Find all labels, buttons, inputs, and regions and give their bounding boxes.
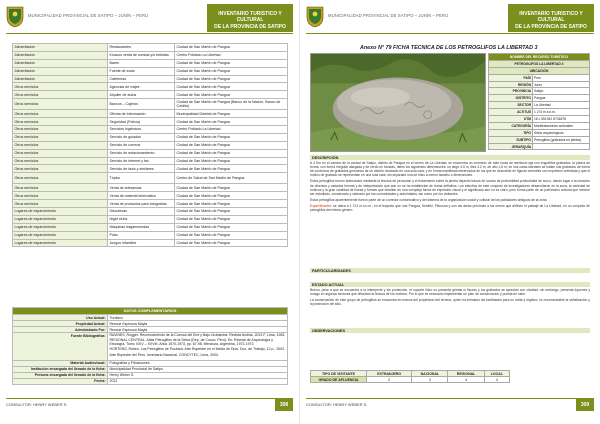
page-header [306, 4, 594, 34]
service-cell: Servicio de guiados [108, 133, 175, 141]
service-type-cell: Alimentación [13, 67, 108, 75]
field-value: Municipalidad Provincial de Satipo [108, 366, 288, 372]
service-type-cell: Otros servicios [13, 110, 108, 118]
table-row [13, 165, 288, 173]
field-key: UTM [489, 116, 533, 123]
visitor-col: REGIONAL [448, 371, 484, 377]
service-type-cell: Otros servicios [13, 200, 108, 208]
service-cell: Máquinas tragamonedas [108, 223, 175, 231]
field-key: Material Audiovisual: [13, 360, 108, 366]
field-value: 18 L 551942 8734878 [533, 116, 590, 123]
field-value: Turístico [108, 315, 288, 321]
table-row [13, 59, 288, 67]
location-cell: Ciudad de San Martín de Pangoa [175, 200, 288, 208]
visitor-col: EXTRANJERO [367, 371, 412, 377]
inventory-title-line1: INVENTARIO TURISTICO Y CULTURAL [519, 11, 583, 24]
location-header: UBICACIÓN [489, 67, 590, 74]
service-type-cell: Alimentación [13, 44, 108, 52]
service-type-cell: Lugares de esparcimiento [13, 215, 108, 223]
field-value: Henry Weber S. [108, 372, 288, 378]
table-row [13, 51, 288, 59]
inventory-title-box [508, 4, 594, 32]
service-type-cell: Alimentación [13, 51, 108, 59]
table-row [13, 118, 288, 126]
service-cell: Oficina de Información [108, 110, 175, 118]
service-type-cell: Lugares de esparcimiento [13, 231, 108, 239]
table-row [13, 91, 288, 99]
footer-divider [6, 398, 293, 399]
table-row [13, 99, 288, 110]
field-value [533, 143, 590, 150]
service-cell: Juegos infantiles [108, 239, 175, 247]
bibliography [108, 333, 288, 361]
field-value: 2012 [108, 378, 288, 384]
table-row [13, 44, 288, 52]
field-value: 1 274 m.s.n.m. [533, 109, 590, 116]
header-divider [306, 33, 594, 34]
service-type-cell: Lugares de esparcimiento [13, 223, 108, 231]
table-row [13, 239, 288, 247]
field-key: Propiedad Actual: [13, 321, 108, 327]
page-number: 309 [576, 399, 594, 411]
table-row [489, 136, 590, 143]
visitor-col: LOCAL [484, 371, 509, 377]
service-cell: Servicio de correos [108, 141, 175, 149]
location-cell: Ciudad de San Martín de Pangoa [175, 141, 288, 149]
location-cell: Ciudad de San Martín de Pangoa [175, 208, 288, 216]
service-cell: Discotecas [108, 208, 175, 216]
description-text [310, 161, 590, 214]
field-key: Uso Actual: [13, 315, 108, 321]
location-cell: Ciudad de San Martín de Pangoa [175, 231, 288, 239]
table-row [489, 143, 590, 150]
service-type-cell: Otros servicios [13, 99, 108, 110]
field-key: ALTITUD [489, 109, 533, 116]
table-row [489, 95, 590, 102]
service-cell: Fuente de soda [108, 67, 175, 75]
paragraph: Estos petroglifos fueron elaborados mediante la técnica de percusión y el frotamiento sobre la piedra dejando trazos de surcos de profundidad profundidad de surco, dando lugar a la creación de diversos y variados formas y de interpretación que aún no se ha establecido de forma definitiva. Los estudios de este conjunto de investigadores desarrollaron en la zona, la variedad de motivos y la gran cantidad de líneas y formas que resultan en una compleja forma de expresión visual y el significado aún no es claro; pero forma parte de un patrimonio cultural que merece ser estudiado, conservado y valorado por las comunidades y autoridades, así como por los visitantes. [310, 179, 590, 196]
field-key: DISTRITO [489, 95, 533, 102]
service-type-cell: Alimentación [13, 75, 108, 83]
field-value: Fotografías y Filmaciones [108, 360, 288, 366]
field-value: Rescue Espinoza Mayta [108, 321, 288, 327]
bib-entry: REGIONAL CENTRAL. Atlas Petroglifos de la Selva (Dep. de Cusco, Perú). En: Revista de Arqueología y Etnología, Tomo XXIV – XXVIII, Años 1970-1973, pp. 67-98. Mendoza, Argentina, 1972-1973. [109, 338, 273, 346]
location-cell: Centro Poblado La Libertad [175, 51, 288, 59]
location-cell: Ciudad de San Martín de Pangoa [175, 215, 288, 223]
visitor-table [310, 370, 510, 383]
services-table [12, 43, 288, 247]
affluence-value: 4 [484, 377, 509, 383]
table-row [489, 102, 590, 109]
header-divider [6, 33, 293, 34]
table-row [13, 126, 288, 134]
service-type-cell: Otros servicios [13, 157, 108, 165]
bib-entry: Arte Rupestre del Perú. Inventario Nacional. CONCYTEC, Lima, 2003. [109, 352, 219, 357]
paragraph: Bueno, pese a que se encuentra a la intemperie y sin protección, el soporte lítico no presenta grietas ni fisuras y los grabados se aprecian con claridad; sin embargo, presenta líquenes y musgo en algunos sectores que dificultan la lectura de los motivos. Por lo que es necesario implementar un plan de conservación y puesta en valor. [310, 288, 590, 297]
service-type-cell: Otros servicios [13, 192, 108, 200]
location-cell: Ciudad de San Martín de Pangoa [175, 59, 288, 67]
bib-entry: HORTENS, Ruben. Los Petroglifos de Pucbara. Arte Rupestre en el Medio de Dios. Doc. de Trabajo, 12 p., 2002. [109, 347, 286, 352]
service-type-cell: Alimentación [13, 59, 108, 67]
service-type-cell: Otros servicios [13, 118, 108, 126]
page-footer [306, 398, 594, 412]
field-key: Fuente Bibliográfica: [13, 333, 108, 361]
location-cell: Ciudad de San Martín de Pangoa [175, 192, 288, 200]
field-value: Rescue Espinoza Mayta [108, 327, 288, 333]
table-row [13, 173, 288, 184]
field-key: JERARQUÍA [489, 143, 533, 150]
table-row [13, 378, 288, 384]
service-cell: Venta de productos para fotografías [108, 200, 175, 208]
service-cell: Venta de artesanías [108, 184, 175, 192]
page-number: 308 [275, 399, 293, 411]
location-cell: Ciudad de San Martín de Pangoa [175, 165, 288, 173]
service-cell: Night clubs [108, 215, 175, 223]
table-row [13, 208, 288, 216]
field-key: Institución encargada del llenado de la ficha: [13, 366, 108, 372]
particularities-heading: PARTICULARIDADES [310, 268, 590, 273]
table-row [13, 333, 288, 361]
service-type-cell: Otros servicios [13, 141, 108, 149]
resource-name-header: NOMBRE DEL RECURSO TURISTICO [489, 54, 590, 61]
table-row [13, 149, 288, 157]
service-cell: Alquiler de autos [108, 91, 175, 99]
table-row [13, 192, 288, 200]
table-row [13, 231, 288, 239]
service-cell: Servicio de taxis y similares [108, 165, 175, 173]
location-cell: Municipalidad Distrital de Pangoa [175, 110, 288, 118]
service-type-cell: Otros servicios [13, 126, 108, 134]
inventory-title-line2: DE LA PROVINCIA DE SATIPO [515, 23, 587, 30]
table-row [13, 157, 288, 165]
municipality-name: MUNICIPALIDAD PROVINCIAL DE SATIPO – JUNÍN – PERÚ [328, 13, 449, 18]
field-value: Pangoa [533, 95, 590, 102]
table-row [13, 75, 288, 83]
service-cell: Agencias de viajes [108, 83, 175, 91]
complementary-data-table [12, 307, 288, 385]
field-key: SUBTIPO [489, 136, 533, 143]
table-row [13, 215, 288, 223]
location-cell: Ciudad de San Martín de Pangoa [175, 149, 288, 157]
visitor-type-label: TIPO DE VISITANTE [311, 371, 367, 377]
table-row [13, 133, 288, 141]
field-key: SECTOR [489, 102, 533, 109]
location-cell: Ciudad de San Martín de Pangoa [175, 91, 288, 99]
field-key: Administrado Por: [13, 327, 108, 333]
field-key: PROVINCIA [489, 88, 533, 95]
table-row [13, 141, 288, 149]
municipality-logo-icon [306, 6, 324, 28]
field-key: PAÍS [489, 74, 533, 81]
affluence-label: GRADO DE AFLUENCIA [311, 377, 367, 383]
field-key: REGIÓN [489, 81, 533, 88]
location-cell: Ciudad de San Martín de Pangoa [175, 157, 288, 165]
service-type-cell: Otros servicios [13, 91, 108, 99]
field-key: Fecha: [13, 378, 108, 384]
specification-text: : se ubica a 1 274 m.s.n.m., en el trayecto que une Pangoa, Kimiriki, Pitocuna y con las áreas próximas a los cerros que definen el paisaje de La Libertad, en un conjunto de petroglifos del mismo género. [310, 203, 590, 212]
service-type-cell: Otros servicios [13, 133, 108, 141]
table-row [13, 184, 288, 192]
location-cell: Ciudad de San Martín de Pangoa [175, 44, 288, 52]
service-type-cell: Otros servicios [13, 173, 108, 184]
table-row [489, 88, 590, 95]
affluence-value: 2 [367, 377, 412, 383]
footer-divider [306, 398, 594, 399]
right-page [300, 0, 600, 424]
service-type-cell: Lugares de esparcimiento [13, 208, 108, 216]
resource-name: PETROGLIFOS LA LIBERTAD 3 [489, 60, 590, 67]
field-key: CATEGORÍA [489, 122, 533, 129]
field-value: Junín [533, 81, 590, 88]
service-type-cell: Otros servicios [13, 149, 108, 157]
field-key: TIPO [489, 129, 533, 136]
table-row [13, 83, 288, 91]
complementary-data-heading: DATOS COMPLEMENTARIOS [13, 308, 288, 315]
table-row [489, 129, 590, 136]
service-cell: Bancos – Cajeros [108, 99, 175, 110]
service-cell: Cafeterías [108, 75, 175, 83]
location-cell: Ciudad de San Martín de Pangoa [175, 118, 288, 126]
table-row [489, 122, 590, 129]
page-header [6, 4, 293, 34]
field-value: Manifestaciones culturales [533, 122, 590, 129]
municipality-logo-icon [6, 6, 24, 28]
observations-heading: OBSERVACIONES [310, 328, 590, 333]
service-cell: Servicio de estacionamiento [108, 149, 175, 157]
table-row [13, 110, 288, 118]
paragraph: Estos petroglifos aparentemente fueron parte de un corredor comunicativo y del sistema de la organización social y cultural de los pobladores antiguos de la zona. [310, 197, 548, 202]
annex-title: Anexo N° 79 FICHA TECNICA DE LOS PETROGLIFOS LA LIBERTAD 3 [360, 45, 538, 51]
description-heading: DESCRIPCIÓN [310, 155, 590, 160]
table-row [489, 74, 590, 81]
consultant-name: CONSULTOR: HENRY WEBER S. [6, 402, 68, 407]
consultant-name: CONSULTOR: HENRY WEBER S. [306, 402, 368, 407]
service-type-cell: Otros servicios [13, 83, 108, 91]
table-row [311, 377, 510, 383]
field-value: Sitios arqueológicos [533, 129, 590, 136]
inventory-title-line1: INVENTARIO TURISTICO Y CULTURAL [218, 11, 282, 24]
field-value: Petroglifos (grabados en piedra) [533, 136, 590, 143]
location-cell: Centro Poblado La Libertad [175, 126, 288, 134]
location-cell: Ciudad de San Martín de Pangoa [175, 184, 288, 192]
paragraph [310, 204, 590, 212]
service-cell: Pubs [108, 231, 175, 239]
table-row [489, 81, 590, 88]
field-key: Persona encargada del llenado de la ficha: [13, 372, 108, 378]
field-value: Satipo [533, 88, 590, 95]
affluence-value: 4 [448, 377, 484, 383]
petroglyph-photo [310, 53, 486, 152]
service-type-cell: Lugares de esparcimiento [13, 239, 108, 247]
bib-entry: RAVINES, Rogger. Reconocimiento de la Cuenca del Ene y Bajo Urubamba. Revista Andina, 2013 F, Lima, 1963. [109, 332, 286, 337]
inventory-title-line2: DE LA PROVINCIA DE SATIPO [214, 23, 286, 30]
current-state-text [310, 288, 590, 308]
paragraph: A 4 Km en el camino de la ciudad de Satipo, distrito de Pangoa en el centro de La Libertad, se encuentra un conocido de más rocas de arenisca roja con engrafítos grabados; la piedra de forma, con forma irregular alargada y de cerdo en bandas, ítems los siguientes dimensiones: un largo 4.5 m, tiles 3.2 m, de alto 1.8 m; en sus caras laterales se hallan sus grabados de forma de contornos de grabados gemotrios de un diseño mostrado en una sola cara, y en forma manifiesta observados de los que se descubrió en figuras centrales con expresión orientada y que el motivo de grabado se representan en una sola cara; sin separado una de ellos a menor tamaño o dimensiones. [310, 161, 590, 178]
service-cell: Servicio de internet y fax [108, 157, 175, 165]
service-cell: Tópico [108, 173, 175, 184]
field-value: Perú [533, 74, 590, 81]
visitor-col: NACIONAL [412, 371, 448, 377]
paragraph: La conservación de este grupo de petroglifos se encuentra en manos del propietario del terreno, quien ha brindado las facilidades para su visita y registro; es recomendable la señalización y la protección del sitio. [310, 298, 590, 307]
service-cell: Kioscos venta de comida y/o bebidas [108, 51, 175, 59]
table-row [489, 116, 590, 123]
service-cell: Servicios higiénicos [108, 126, 175, 134]
specification-label: Especificación [310, 203, 332, 208]
location-cell: Ciudad de San Martín de Pangoa [175, 133, 288, 141]
page-footer [6, 398, 293, 412]
table-row [13, 200, 288, 208]
location-cell: Ciudad de San Martín de Pangoa [175, 239, 288, 247]
service-cell: Bares [108, 59, 175, 67]
current-state-heading: ESTADO ACTUAL [310, 282, 590, 287]
service-cell: Venta de material informativo [108, 192, 175, 200]
location-cell: Ciudad de San Martín de Pangoa [175, 75, 288, 83]
location-cell: Ciudad de San Martín de Pangoa [175, 223, 288, 231]
service-type-cell: Otros servicios [13, 184, 108, 192]
field-value: La Libertad [533, 102, 590, 109]
location-cell: Ciudad de San Martín de Pangoa [175, 67, 288, 75]
location-cell: Centro de Salud de San Martín de Pangoa [175, 173, 288, 184]
affluence-value: 3 [412, 377, 448, 383]
service-cell: Restaurantes [108, 44, 175, 52]
table-row [489, 109, 590, 116]
table-row [13, 223, 288, 231]
service-cell: Seguridad (Policía) [108, 118, 175, 126]
table-row [13, 67, 288, 75]
location-cell: Ciudad de San Martín de Pangoa [175, 83, 288, 91]
municipality-name: MUNICIPALIDAD PROVINCIAL DE SATIPO – JUNÍN – PERÚ [28, 13, 149, 18]
technical-sheet-table [488, 53, 590, 150]
location-cell: Ciudad de San Martín de Pangoa (Banco de la Nación, Banco de Crédito) [175, 99, 288, 110]
service-type-cell: Otros servicios [13, 165, 108, 173]
inventory-title-box [207, 4, 293, 32]
